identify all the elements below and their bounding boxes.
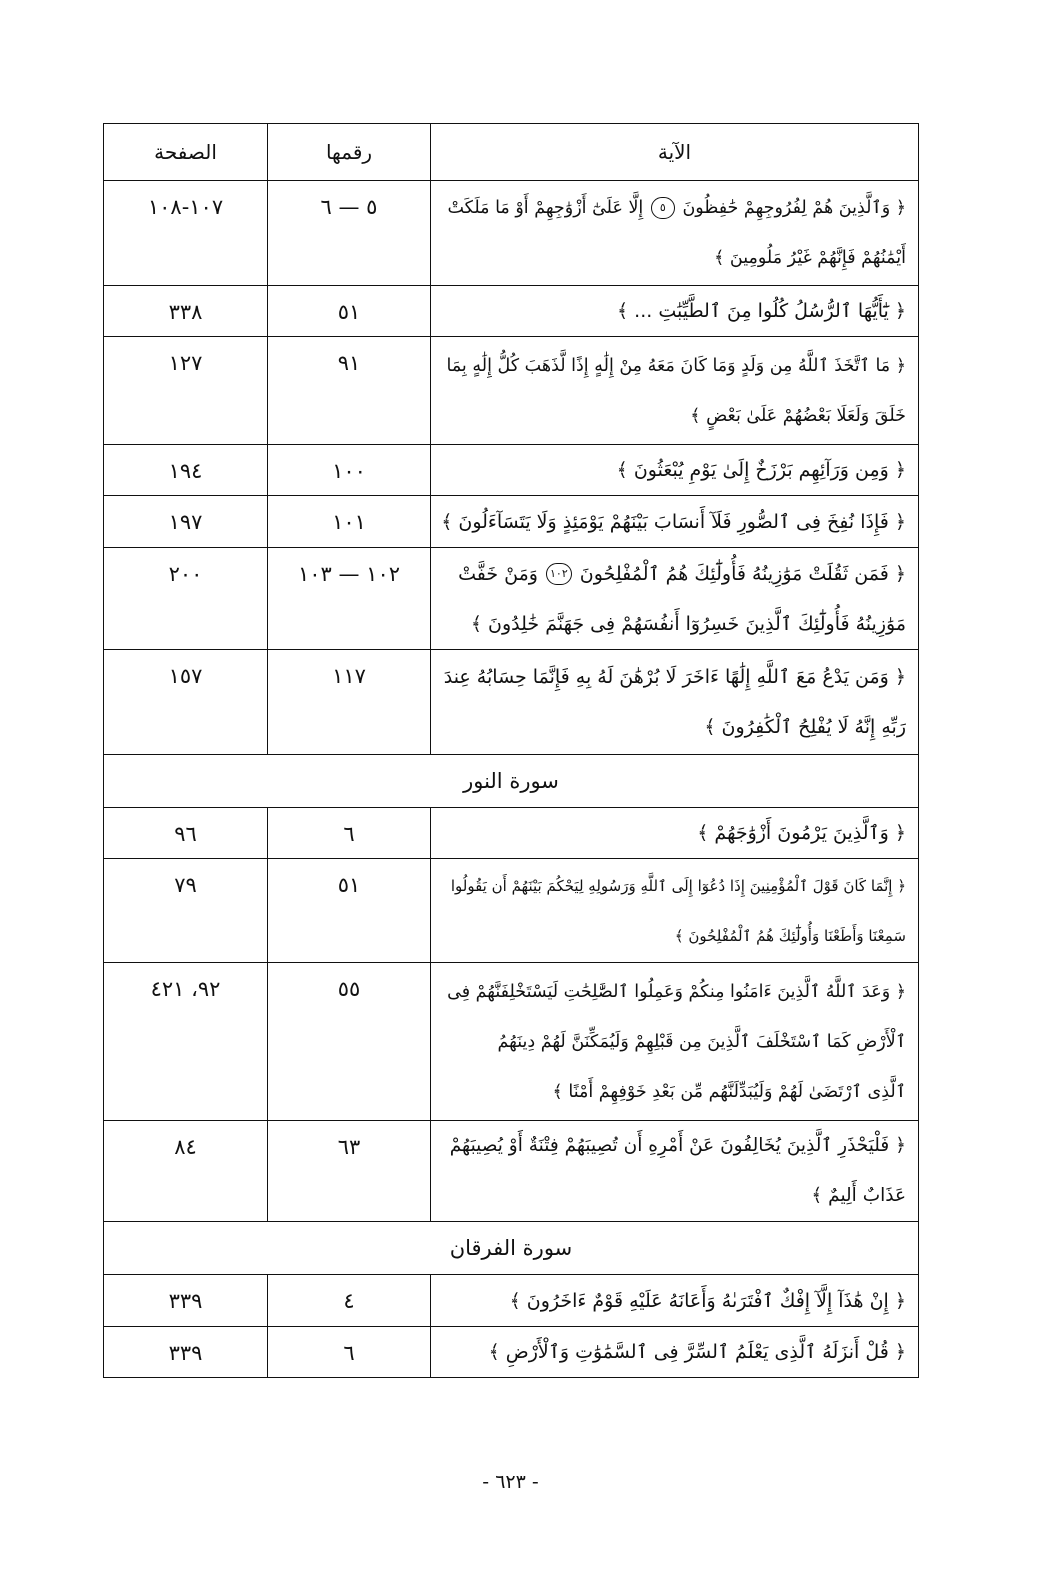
- ayah-line: [439, 391, 906, 441]
- page-number-cell: ٣٣٨: [104, 286, 268, 337]
- table-row: [104, 548, 919, 650]
- table-row: [104, 650, 919, 755]
- table-row: [104, 1275, 919, 1327]
- ayah-number-cell: ١٠٢ — ١٠٣: [268, 548, 431, 650]
- ayah-cell: [431, 496, 919, 548]
- ayah-number-cell: ٤: [268, 1275, 431, 1327]
- ayah-number-cell: ١١٧: [268, 650, 431, 755]
- ayah-text: ﴿ فَلْيَحْذَرِ ٱلَّذِينَ يُخَالِفُونَ عَنْ أَمْرِهِ أَن تُصِيبَهُمْ فِتْنَةٌ أَوْ يُصِيبَهُمْ: [449, 1135, 906, 1156]
- ayah-line: [439, 286, 906, 336]
- page-number-cell: ٩٦: [104, 808, 268, 859]
- ayah-text: خَلَقَ وَلَعَلَا بَعْضُهُمْ عَلَىٰ بَعْضٍ ﴾: [690, 405, 906, 426]
- ayah-line: [439, 1067, 906, 1117]
- ayah-cell: [431, 859, 919, 963]
- ayah-line: [439, 183, 906, 233]
- ayah-text: رَبِّهِ إِنَّهُ لَا يُفْلِحُ ٱلْكَٰفِرُونَ ﴾: [704, 716, 906, 738]
- page-number-cell: ٣٣٩: [104, 1327, 268, 1378]
- surah-heading: سورة الفرقان: [104, 1222, 919, 1275]
- ayah-text: ﴿ مَا ٱتَّخَذَ ٱللَّهُ مِن وَلَدٍ وَمَا كَانَ مَعَهُ مِنْ إِلَٰهٍ إِذًا لَّذَهَبَ كُلُّ إِلَٰهٍ بِمَا: [446, 355, 906, 376]
- ayah-line: [439, 1171, 906, 1221]
- ayah-cell: [431, 1275, 919, 1327]
- table-row: [104, 808, 919, 859]
- ayah-line: [439, 341, 906, 391]
- ayah-end-marker: ٥: [651, 197, 675, 219]
- table-header-row: [104, 124, 919, 181]
- ayah-line: [439, 233, 906, 283]
- surah-heading-row: [104, 755, 919, 808]
- ayah-text: ﴿ وَٱلَّذِينَ هُمْ لِفُرُوجِهِمْ حَٰفِظُونَ: [682, 198, 906, 218]
- page-number-footer: - ٦٢٣ -: [482, 1471, 539, 1493]
- ayah-cell: [431, 337, 919, 445]
- page-number-cell: ١٠٧-١٠٨: [104, 181, 268, 286]
- ayah-text: ﴿ وَمَن يَدْعُ مَعَ ٱللَّهِ إِلَٰهًا ءَاخَرَ لَا بُرْهَٰنَ لَهُ بِهِ فَإِنَّمَا حِسَابُهُ عِندَ: [443, 666, 906, 688]
- ayah-line: [439, 702, 906, 752]
- ayah-text: ﴿ يَٰٓأَيُّهَا ٱلرُّسُلُ كُلُوا مِنَ ٱلطَّيِّبَٰتِ ... ﴾: [617, 300, 906, 322]
- ayah-text: ﴿ وَمِن وَرَآئِهِم بَرْزَخٌ إِلَىٰ يَوْمِ يُبْعَثُونَ ﴾: [616, 459, 906, 481]
- table-row: [104, 1121, 919, 1222]
- ayah-text: أَيْمَٰنُهُمْ فَإِنَّهُمْ غَيْرُ مَلُومِينَ ﴾: [714, 248, 906, 268]
- ayah-cell: [431, 808, 919, 859]
- column-header-ayah-number: رقمها: [268, 124, 431, 181]
- ayah-text: وَمَنْ خَفَّتْ: [458, 562, 538, 585]
- ayah-number-cell: ٦: [268, 1327, 431, 1378]
- ayah-text: ﴿ وَعَدَ ٱللَّهُ ٱلَّذِينَ ءَامَنُوا مِنكُمْ وَعَمِلُوا ٱلصَّٰلِحَٰتِ لَيَسْتَخْلِفَنَّهُمْ فِى: [447, 981, 906, 1002]
- ayah-line: [439, 497, 906, 547]
- table-row: [104, 1327, 919, 1378]
- ayah-line: [439, 967, 906, 1017]
- ayah-text: مَوَٰزِينُهُ فَأُولَٰٓئِكَ ٱلَّذِينَ خَسِرُوٓا أَنفُسَهُمْ فِى جَهَنَّمَ خَٰلِدُونَ ﴾: [470, 612, 906, 635]
- ayah-text: ﴿ فَإِذَا نُفِخَ فِى ٱلصُّورِ فَلَآ أَنسَابَ بَيْنَهُمْ يَوْمَئِذٍ وَلَا يَتَسَآءَلُونَ ﴾: [441, 510, 906, 533]
- ayah-text: ٱلْأَرْضِ كَمَا ٱسْتَخْلَفَ ٱلَّذِينَ مِن قَبْلِهِمْ وَلَيُمَكِّنَنَّ لَهُمْ دِينَهُمُ: [497, 1031, 906, 1052]
- ayah-number-cell: ٥ — ٦: [268, 181, 431, 286]
- surah-heading: سورة النور: [104, 755, 919, 808]
- ayah-line: [439, 445, 906, 495]
- ayah-number-cell: ٥١: [268, 286, 431, 337]
- page-number-cell: ٩٢، ٤٢١: [104, 963, 268, 1121]
- surah-heading-row: [104, 1222, 919, 1275]
- ayah-number-cell: ٥١: [268, 859, 431, 963]
- ayah-text: عَذَابٌ أَلِيمٌ ﴾: [811, 1185, 906, 1206]
- ayah-line: [439, 808, 906, 858]
- page-number-cell: ١٩٤: [104, 445, 268, 496]
- ayah-text: ﴿ إِنَّمَا كَانَ قَوْلَ ٱلْمُؤْمِنِينَ إِذَا دُعُوٓا إِلَى ٱللَّهِ وَرَسُولِهِ لِيَحْكُمَ بَيْنَهُمْ أَن يَقُولُوا: [450, 876, 906, 895]
- ayah-cell: [431, 445, 919, 496]
- page-number-cell: ٧٩: [104, 859, 268, 963]
- ayah-cell: [431, 650, 919, 755]
- ayah-number-cell: ٦: [268, 808, 431, 859]
- page-number-cell: ٢٠٠: [104, 548, 268, 650]
- table-row: [104, 286, 919, 337]
- ayah-text: ﴿ إِنْ هَٰذَآ إِلَّآ إِفْكٌ ٱفْتَرَىٰهُ وَأَعَانَهُ عَلَيْهِ قَوْمٌ ءَاخَرُونَ ﴾: [509, 1289, 906, 1312]
- ayah-number-cell: ١٠٠: [268, 445, 431, 496]
- ayah-cell: [431, 1327, 919, 1378]
- ayah-line: [439, 549, 906, 599]
- table-row: [104, 337, 919, 445]
- column-header-page: الصفحة: [104, 124, 268, 181]
- table-row: [104, 445, 919, 496]
- table-row: [104, 963, 919, 1121]
- ayah-number-cell: ٥٥: [268, 963, 431, 1121]
- page-number-cell: ١٩٧: [104, 496, 268, 548]
- table-row: [104, 496, 919, 548]
- ayah-text: إِلَّا عَلَىٰٓ أَزْوَٰجِهِمْ أَوْ مَا مَلَكَتْ: [447, 198, 644, 218]
- ayah-line: [439, 861, 906, 911]
- page-number-cell: ١٢٧: [104, 337, 268, 445]
- ayah-line: [439, 1017, 906, 1067]
- ayah-cell: [431, 1121, 919, 1222]
- ayah-cell: [431, 181, 919, 286]
- column-header-ayah: الآية: [431, 124, 919, 181]
- ayah-number-cell: ١٠١: [268, 496, 431, 548]
- table-row: [104, 181, 919, 286]
- page-number-cell: ١٥٧: [104, 650, 268, 755]
- ayah-number-cell: ٦٣: [268, 1121, 431, 1222]
- page-number-cell: ٨٤: [104, 1121, 268, 1222]
- ayah-text: ﴿ فَمَن ثَقُلَتْ مَوَٰزِينُهُ فَأُولَٰٓئِكَ هُمُ ٱلْمُفْلِحُونَ: [579, 562, 906, 585]
- ayah-line: [439, 911, 906, 961]
- ayah-text: ٱلَّذِى ٱرْتَضَىٰ لَهُمْ وَلَيُبَدِّلَنَّهُم مِّن بَعْدِ خَوْفِهِمْ أَمْنًا ﴾: [552, 1081, 906, 1102]
- ayah-end-marker: ١٠٢: [546, 563, 572, 585]
- verse-index-table: [103, 123, 919, 1378]
- ayah-line: [439, 652, 906, 702]
- table-row: [104, 859, 919, 963]
- ayah-number-cell: ٩١: [268, 337, 431, 445]
- ayah-cell: [431, 963, 919, 1121]
- ayah-text: ﴿ وَٱلَّذِينَ يَرْمُونَ أَزْوَٰجَهُمْ ﴾: [697, 822, 906, 844]
- ayah-cell: [431, 548, 919, 650]
- ayah-text: سَمِعْنَا وَأَطَعْنَا وَأُولَٰٓئِكَ هُمُ ٱلْمُفْلِحُونَ ﴾: [674, 926, 906, 945]
- ayah-cell: [431, 286, 919, 337]
- page-number-cell: ٣٣٩: [104, 1275, 268, 1327]
- ayah-line: [439, 1121, 906, 1171]
- ayah-line: [439, 1327, 906, 1377]
- ayah-line: [439, 1276, 906, 1326]
- ayah-text: ﴿ قُلْ أَنزَلَهُ ٱلَّذِى يَعْلَمُ ٱلسِّرَّ فِى ٱلسَّمَٰوَٰتِ وَٱلْأَرْضِ ﴾: [488, 1341, 906, 1363]
- ayah-line: [439, 599, 906, 649]
